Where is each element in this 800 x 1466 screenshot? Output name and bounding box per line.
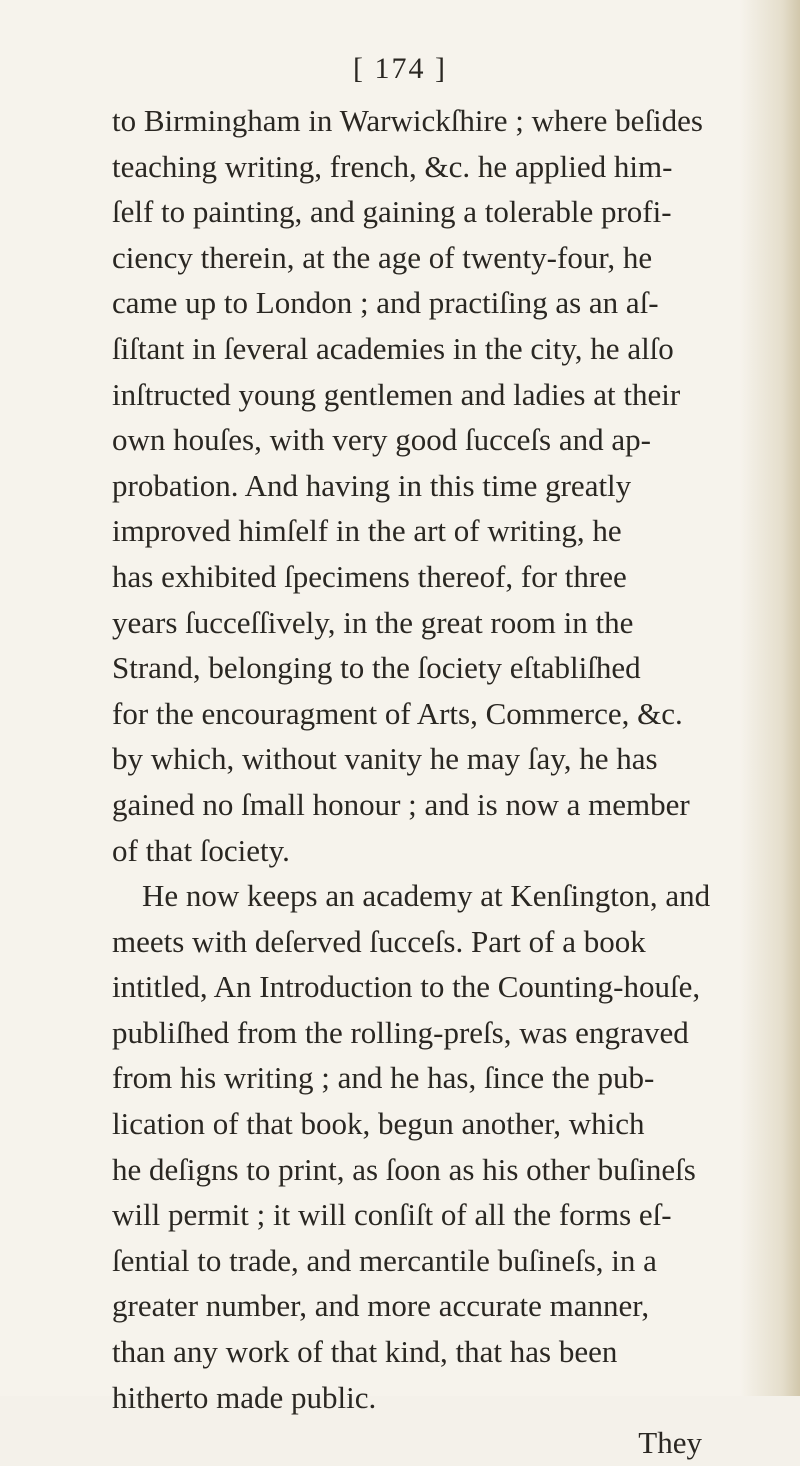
catchword: They [638, 1425, 702, 1461]
text-line: came up to London ; and practiſing as an aſ- [112, 285, 659, 321]
text-line: lication of that book, begun another, which [112, 1106, 645, 1142]
text-line: meets with deſerved ſucceſs. Part of a book [112, 923, 646, 959]
text-line: publiſhed from the rolling-preſs, was engraved [112, 1014, 689, 1050]
text-line: intitled, An Introduction to the Counting-houſe, [112, 969, 701, 1005]
text-line: than any work of that kind, that has been [112, 1334, 618, 1370]
text-line: will permit ; it will conſiſt of all the forms eſ- [112, 1197, 672, 1233]
text-line: gained no ſmall honour ; and is now a member [112, 786, 690, 822]
text-line: inſtructed young gentlemen and ladies at their [112, 376, 681, 412]
text-line: ſential to trade, and mercantile buſineſs, in a [112, 1242, 657, 1278]
running-head: [ 174 ] [353, 52, 447, 85]
body-text [112, 98, 711, 1466]
text-line: has exhibited ſpecimens thereof, for three [112, 558, 627, 594]
text-line: ciency therein, at the age of twenty-four, he [112, 239, 653, 275]
text-line: teaching writing, french, &c. he applied him- [112, 148, 673, 184]
text-line: Strand, belonging to the ſociety eſtabliſhed [112, 650, 641, 686]
paragraph-start-line: He now keeps an academy at Kenſington, and [142, 878, 711, 914]
text-line: from his writing ; and he has, ſince the pub- [112, 1060, 655, 1096]
text-line: greater number, and more accurate manner, [112, 1288, 650, 1324]
page-edge-shadow [740, 0, 800, 1396]
text-line: ſelf to painting, and gaining a tolerable profi- [112, 194, 672, 230]
text-line: he deſigns to print, as ſoon as his other buſineſs [112, 1151, 696, 1187]
text-line: improved himſelf in the art of writing, he [112, 513, 622, 549]
text-line: ſiſtant in ſeveral academies in the city, he alſo [112, 330, 674, 366]
text-line: of that ſociety. [112, 832, 290, 868]
text-line: by which, without vanity he may ſay, he has [112, 741, 658, 777]
text-line: for the encouragment of Arts, Commerce, &c. [112, 695, 683, 731]
text-line: years ſucceſſively, in the great room in the [112, 604, 634, 640]
text-line: hitherto made public. [112, 1379, 377, 1415]
text-line: to Birmingham in Warwickſhire ; where beſides [112, 103, 703, 138]
text-line: own houſes, with very good ſucceſs and ap- [112, 422, 651, 458]
text-line: probation. And having in this time greatly [112, 467, 632, 503]
